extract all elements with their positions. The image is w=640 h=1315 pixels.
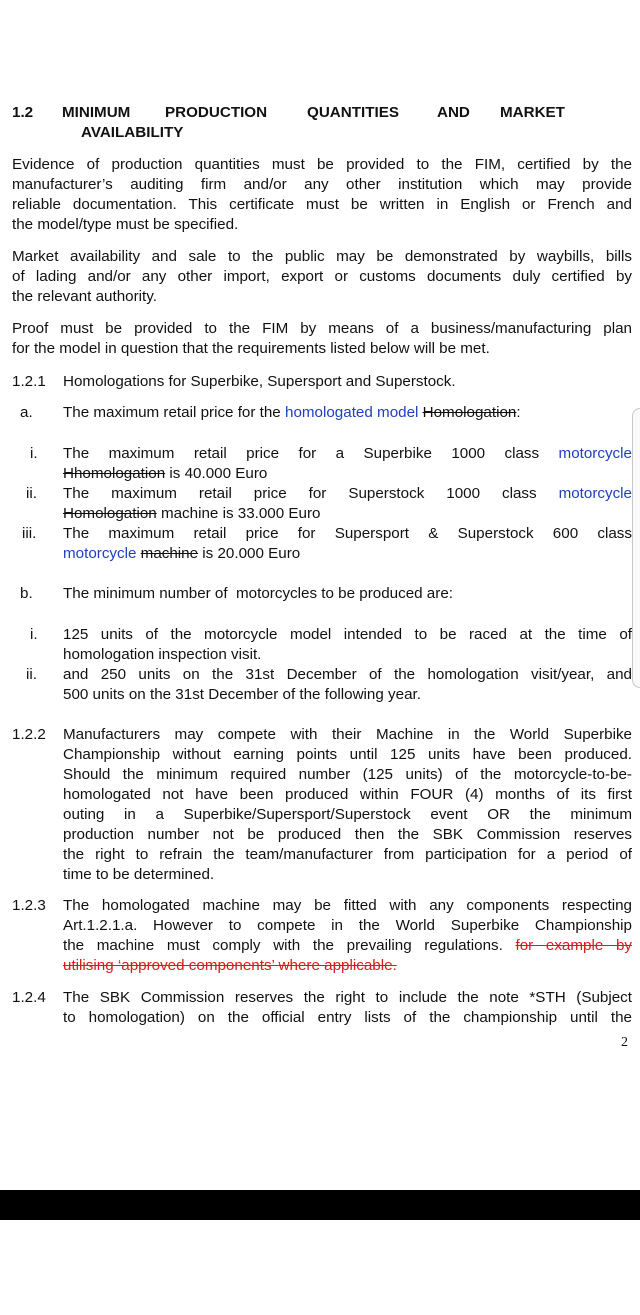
sub-item [12, 484, 632, 524]
subsection-1-2-4 [12, 988, 632, 1028]
page-number: 2 [621, 1035, 628, 1050]
list-marker: i. [30, 626, 38, 643]
deleted-text: for example by [515, 937, 632, 954]
item-punctuation: : [516, 404, 521, 421]
intro-paragraph [12, 155, 632, 235]
subsection-1-2-3 [12, 896, 632, 976]
text-line [63, 484, 632, 504]
list-marker: ii. [26, 666, 37, 683]
text-line [63, 464, 632, 484]
heading-word: PRODUCTION [165, 104, 268, 121]
heading-word: AND [437, 104, 470, 121]
text-line: production number not be produced then the SBK Commission reserves [63, 826, 632, 843]
intro-paragraph [12, 319, 632, 359]
text-line: The homologated machine may be fitted with any components respecting [63, 897, 632, 914]
list-marker: iii. [22, 525, 37, 542]
text-line: of lading and/or any other import, export or customs documents duly certified by [12, 268, 632, 285]
heading-word: QUANTITIES [307, 104, 399, 121]
text-line [63, 444, 632, 464]
subsection-number: 1.2.2 [12, 726, 46, 743]
item-text: machine is 33.000 Euro [156, 505, 321, 522]
text-line: the model/type must be specified. [12, 216, 239, 233]
deleted-text: machine [140, 545, 199, 562]
text-line: homologated not have been produced within FOUR (4) months of its first [63, 786, 632, 803]
section-number: 1.2 [12, 104, 34, 121]
subsection-text [63, 896, 632, 976]
subsection-1-2-2 [12, 725, 632, 885]
intro-paragraph [12, 247, 632, 307]
item-text: The maximum retail price for a Superbike 1000 class [63, 445, 540, 462]
text-line: Manufacturers may compete with their Machine in the World Superbike [63, 726, 632, 743]
sub-item [12, 625, 632, 665]
inserted-text: motorcycle [558, 485, 632, 502]
sub-item-text [63, 625, 632, 665]
sub-item-text [63, 444, 632, 484]
subsection-title: Homologations for Superbike, Supersport and Superstock. [63, 373, 456, 390]
text-line: to homologation) on the official entry lists of the championship until the [63, 1009, 632, 1026]
text-line: reliable documentation. This certificate must be written in English or French and [12, 196, 632, 213]
inserted-text: homologated model [285, 404, 419, 421]
inserted-text: motorcycle [558, 445, 632, 462]
subsection-number: 1.2.4 [12, 989, 46, 1006]
text-line: outing in a Superbike/Supersport/Superstock event OR the minimum [63, 806, 632, 823]
text-line: Should the minimum required number (125 units) of the motorcycle-to-be- [63, 766, 632, 783]
text-line: for the model in question that the requirements listed below will be met. [12, 340, 490, 357]
list-marker: a. [20, 404, 33, 421]
item-text: The minimum number of motorcycles to be produced are: [63, 585, 453, 602]
text-line: 125 units of the motorcycle model intended to be raced at the time of [63, 626, 632, 643]
text-line: and 250 units on the 31st December of the homologation visit/year, and [63, 666, 632, 683]
item-text: The maximum retail price for the [63, 404, 281, 421]
sub-item [12, 444, 632, 484]
item-text: The maximum retail price for Superstock 1000 class [63, 485, 537, 502]
sub-item-text [63, 665, 632, 705]
sub-item [12, 665, 632, 705]
text-line: The SBK Commission reserves the right to include the note *STH (Subject [63, 989, 632, 1006]
item-text: is 40.000 Euro [165, 465, 268, 482]
item-text: is 20.000 Euro [198, 545, 301, 562]
deleted-text: Homologation [422, 404, 517, 421]
deleted-text: Hhomologation [63, 465, 166, 482]
subsection-number: 1.2.3 [12, 897, 46, 914]
text-line: manufacturer’s auditing firm and/or any other institution which may provide [12, 176, 632, 193]
text-line: Evidence of production quantities must be provided to the FIM, certified by the [12, 156, 632, 173]
subsection-number: 1.2.1 [12, 373, 46, 390]
text-line: homologation inspection visit. [63, 646, 262, 663]
sub-item-text [63, 484, 632, 524]
item-text: the machine must comply with the prevailing regulations. [63, 937, 503, 954]
heading-word: MARKET [500, 104, 565, 121]
text-line: Championship without earning points until 125 units have been produced. [63, 746, 632, 763]
sub-item [12, 524, 632, 564]
subsection-text [63, 988, 632, 1028]
text-line [63, 936, 632, 956]
bottom-bar [0, 1190, 640, 1220]
text-line: the relevant authority. [12, 288, 157, 305]
text-line: Art.1.2.1.a. However to compete in the World Superbike Championship [63, 917, 632, 934]
text-line: Market availability and sale to the public may be demonstrated by waybills, bills [12, 248, 632, 265]
text-line [63, 544, 632, 564]
text-line [63, 504, 632, 524]
list-marker: ii. [26, 485, 37, 502]
text-line: Proof must be provided to the FIM by means of a business/manufacturing plan [12, 320, 632, 337]
text-line: The maximum retail price for Supersport & Superstock 600 class [63, 525, 632, 542]
subsection-text [63, 725, 632, 885]
list-marker: i. [30, 445, 38, 462]
text-line: 500 units on the 31st December of the following year. [63, 686, 421, 703]
side-scroll-handle[interactable] [632, 408, 640, 688]
deleted-text: Homologation [63, 505, 157, 522]
heading-word: MINIMUM [62, 104, 131, 121]
text-line: time to be determined. [63, 866, 215, 883]
list-item-text [63, 403, 521, 423]
text-line: the right to refrain the team/manufacturer from participation for a period of [63, 846, 632, 863]
sub-item-text [63, 524, 632, 564]
list-marker: b. [20, 585, 33, 602]
deleted-text: utilising ‘approved components’ where applicable. [63, 957, 397, 974]
inserted-text: motorcycle [63, 545, 137, 562]
heading-word: AVAILABILITY [81, 124, 184, 141]
